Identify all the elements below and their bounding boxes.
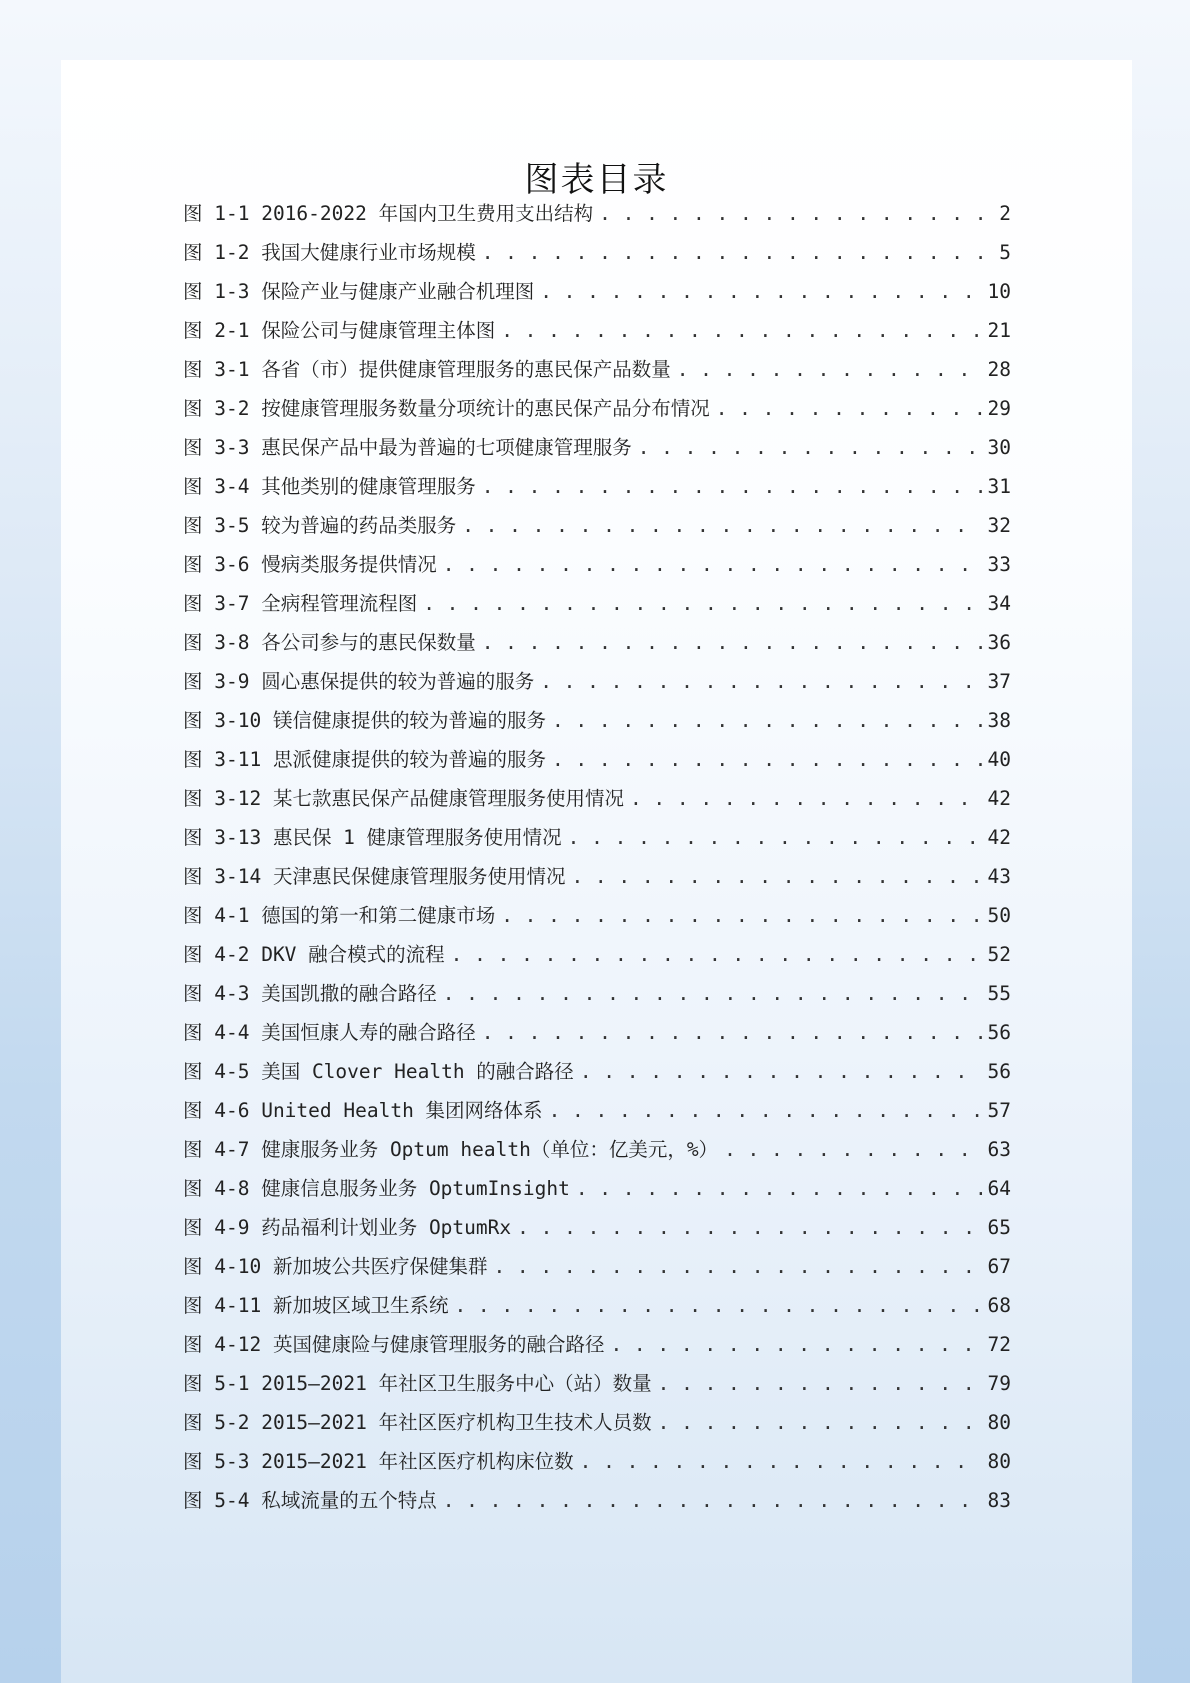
toc-entry-label: 图 4-7 健康服务业务 Optum health（单位：亿美元，%） (183, 1138, 719, 1161)
toc-entry[interactable] (183, 623, 1011, 662)
toc-entry-page-number: 68 (987, 1294, 1011, 1317)
toc-entry-page-number: 37 (987, 670, 1011, 693)
toc-entry-page-number: 72 (987, 1333, 1011, 1356)
toc-entry[interactable] (183, 194, 1011, 233)
toc-entry[interactable] (183, 779, 1011, 818)
dot-leader (482, 233, 994, 272)
toc-entry[interactable] (183, 233, 1011, 272)
dot-leader (630, 779, 982, 818)
toc-entry-page-number: 65 (987, 1216, 1011, 1239)
toc-entry-page-number: 21 (987, 319, 1011, 342)
dot-leader (724, 1130, 981, 1169)
toc-entry-page-number: 83 (987, 1489, 1011, 1512)
toc-entry[interactable] (183, 857, 1011, 896)
toc-entry-label: 图 4-1 德国的第一和第二健康市场 (183, 904, 496, 927)
toc-entry[interactable] (183, 740, 1011, 779)
toc-entry-page-number: 56 (987, 1021, 1011, 1044)
toc-entry[interactable] (183, 1052, 1011, 1091)
dot-leader (482, 623, 982, 662)
toc-entry-label: 图 3-13 惠民保 1 健康管理服务使用情况 (183, 826, 562, 849)
toc-entry-label: 图 3-8 各公司参与的惠民保数量 (183, 631, 476, 654)
toc-entry-label: 图 5-1 2015—2021 年社区卫生服务中心（站）数量 (183, 1372, 652, 1395)
dot-leader (540, 662, 981, 701)
toc-entry-label: 图 3-5 较为普遍的药品类服务 (183, 514, 457, 537)
toc-entry-label: 图 1-1 2016-2022 年国内卫生费用支出结构 (183, 202, 594, 225)
toc-entry[interactable] (183, 1130, 1011, 1169)
toc-entry[interactable] (183, 1481, 1011, 1520)
toc-entry[interactable] (183, 818, 1011, 857)
toc-entry-page-number: 28 (987, 358, 1011, 381)
dot-leader (599, 194, 993, 233)
toc-entry[interactable] (183, 311, 1011, 350)
dot-leader (571, 857, 981, 896)
dot-leader (638, 428, 982, 467)
toc-entry-label: 图 3-10 镁信健康提供的较为普遍的服务 (183, 709, 546, 732)
toc-entry[interactable] (183, 545, 1011, 584)
dot-leader (482, 467, 982, 506)
toc-entry-label: 图 4-2 DKV 融合模式的流程 (183, 943, 445, 966)
dot-leader (576, 1169, 982, 1208)
toc-entry-label: 图 5-2 2015—2021 年社区医疗机构卫生技术人员数 (183, 1411, 652, 1434)
toc-entry-label: 图 2-1 保险公司与健康管理主体图 (183, 319, 496, 342)
toc-entry-label: 图 4-6 United Health 集团网络体系 (183, 1099, 543, 1122)
toc-entry-page-number: 56 (987, 1060, 1011, 1083)
toc-entry-label: 图 4-8 健康信息服务业务 OptumInsight (183, 1177, 570, 1200)
dot-leader (552, 740, 982, 779)
toc-entry-page-number: 42 (987, 787, 1011, 810)
toc-entry-label: 图 1-2 我国大健康行业市场规模 (183, 241, 476, 264)
toc-entry-page-number: 2 (999, 202, 1011, 225)
toc-entry[interactable] (183, 467, 1011, 506)
toc-entry-page-number: 50 (987, 904, 1011, 927)
toc-entry[interactable] (183, 1091, 1011, 1130)
toc-entry-label: 图 3-12 某七款惠民保产品健康管理服务使用情况 (183, 787, 624, 810)
toc-entry[interactable] (183, 584, 1011, 623)
dot-leader (482, 1013, 982, 1052)
toc-entry-label: 图 3-2 按健康管理服务数量分项统计的惠民保产品分布情况 (183, 397, 710, 420)
dot-leader (443, 545, 982, 584)
dot-leader (443, 1481, 982, 1520)
toc-entry-page-number: 33 (987, 553, 1011, 576)
dot-leader (462, 506, 981, 545)
toc-entry[interactable] (183, 1286, 1011, 1325)
toc-entry-label: 图 3-11 思派健康提供的较为普遍的服务 (183, 748, 546, 771)
document-page (61, 60, 1132, 1683)
toc-entry[interactable] (183, 1169, 1011, 1208)
dot-leader (540, 272, 981, 311)
figure-list (183, 194, 1011, 1520)
dot-leader (658, 1364, 982, 1403)
dot-leader (451, 935, 982, 974)
toc-entry-page-number: 42 (987, 826, 1011, 849)
toc-entry[interactable] (183, 272, 1011, 311)
dot-leader (501, 311, 981, 350)
toc-entry[interactable] (183, 935, 1011, 974)
toc-entry-page-number: 55 (987, 982, 1011, 1005)
dot-leader (549, 1091, 982, 1130)
dot-leader (580, 1442, 982, 1481)
toc-entry-page-number: 63 (987, 1138, 1011, 1161)
toc-entry-label: 图 4-11 新加坡区域卫生系统 (183, 1294, 449, 1317)
toc-entry-page-number: 31 (987, 475, 1011, 498)
dot-leader (568, 818, 982, 857)
toc-entry-label: 图 1-3 保险产业与健康产业融合机理图 (183, 280, 535, 303)
toc-entry[interactable] (183, 1247, 1011, 1286)
toc-entry[interactable] (183, 506, 1011, 545)
toc-entry-page-number: 43 (987, 865, 1011, 888)
toc-entry-label: 图 3-14 天津惠民保健康管理服务使用情况 (183, 865, 566, 888)
toc-entry[interactable] (183, 1442, 1011, 1481)
dot-leader (610, 1325, 981, 1364)
toc-entry-label: 图 3-7 全病程管理流程图 (183, 592, 418, 615)
toc-entry[interactable] (183, 1208, 1011, 1247)
toc-entry-label: 图 3-6 慢病类服务提供情况 (183, 553, 437, 576)
toc-entry-page-number: 29 (987, 397, 1011, 420)
toc-entry-label: 图 3-3 惠民保产品中最为普遍的七项健康管理服务 (183, 436, 632, 459)
dot-leader (580, 1052, 982, 1091)
toc-entry[interactable] (183, 428, 1011, 467)
toc-entry-label: 图 4-3 美国凯撒的融合路径 (183, 982, 437, 1005)
toc-entry-label: 图 4-5 美国 Clover Health 的融合路径 (183, 1060, 574, 1083)
toc-entry-page-number: 57 (987, 1099, 1011, 1122)
toc-entry-page-number: 80 (987, 1411, 1011, 1434)
toc-entry-page-number: 30 (987, 436, 1011, 459)
toc-entry-page-number: 34 (987, 592, 1011, 615)
toc-entry-label: 图 4-10 新加坡公共医疗保健集群 (183, 1255, 488, 1278)
toc-entry[interactable] (183, 1403, 1011, 1442)
toc-entry-label: 图 3-4 其他类别的健康管理服务 (183, 475, 476, 498)
toc-entry-page-number: 32 (987, 514, 1011, 537)
toc-entry[interactable] (183, 662, 1011, 701)
toc-entry-page-number: 67 (987, 1255, 1011, 1278)
toc-entry-label: 图 3-1 各省（市）提供健康管理服务的惠民保产品数量 (183, 358, 671, 381)
toc-entry[interactable] (183, 1364, 1011, 1403)
toc-entry-page-number: 52 (987, 943, 1011, 966)
toc-entry-page-number: 40 (987, 748, 1011, 771)
toc-entry[interactable] (183, 350, 1011, 389)
toc-entry[interactable] (183, 1013, 1011, 1052)
dot-leader (443, 974, 982, 1013)
toc-entry-label: 图 4-12 英国健康险与健康管理服务的融合路径 (183, 1333, 605, 1356)
toc-entry[interactable] (183, 974, 1011, 1013)
toc-entry[interactable] (183, 896, 1011, 935)
toc-entry-page-number: 64 (987, 1177, 1011, 1200)
toc-entry-page-number: 36 (987, 631, 1011, 654)
toc-entry-page-number: 5 (999, 241, 1011, 264)
toc-entry-label: 图 5-4 私域流量的五个特点 (183, 1489, 437, 1512)
dot-leader (716, 389, 982, 428)
toc-entry[interactable] (183, 701, 1011, 740)
dot-leader (493, 1247, 981, 1286)
toc-entry-label: 图 4-9 药品福利计划业务 OptumRx (183, 1216, 512, 1239)
toc-entry[interactable] (183, 1325, 1011, 1364)
toc-entry-page-number: 10 (987, 280, 1011, 303)
toc-entry-page-number: 80 (987, 1450, 1011, 1473)
dot-leader (423, 584, 981, 623)
toc-entry-label: 图 5-3 2015—2021 年社区医疗机构床位数 (183, 1450, 574, 1473)
toc-entry-page-number: 79 (987, 1372, 1011, 1395)
dot-leader (552, 701, 982, 740)
page-title: 图表目录 (524, 160, 669, 200)
dot-leader (517, 1208, 981, 1247)
dot-leader (677, 350, 982, 389)
toc-entry-label: 图 4-4 美国恒康人寿的融合路径 (183, 1021, 476, 1044)
toc-entry-label: 图 3-9 圆心惠保提供的较为普遍的服务 (183, 670, 535, 693)
toc-entry-page-number: 38 (987, 709, 1011, 732)
dot-leader (501, 896, 981, 935)
dot-leader (658, 1403, 982, 1442)
dot-leader (454, 1286, 981, 1325)
toc-entry[interactable] (183, 389, 1011, 428)
